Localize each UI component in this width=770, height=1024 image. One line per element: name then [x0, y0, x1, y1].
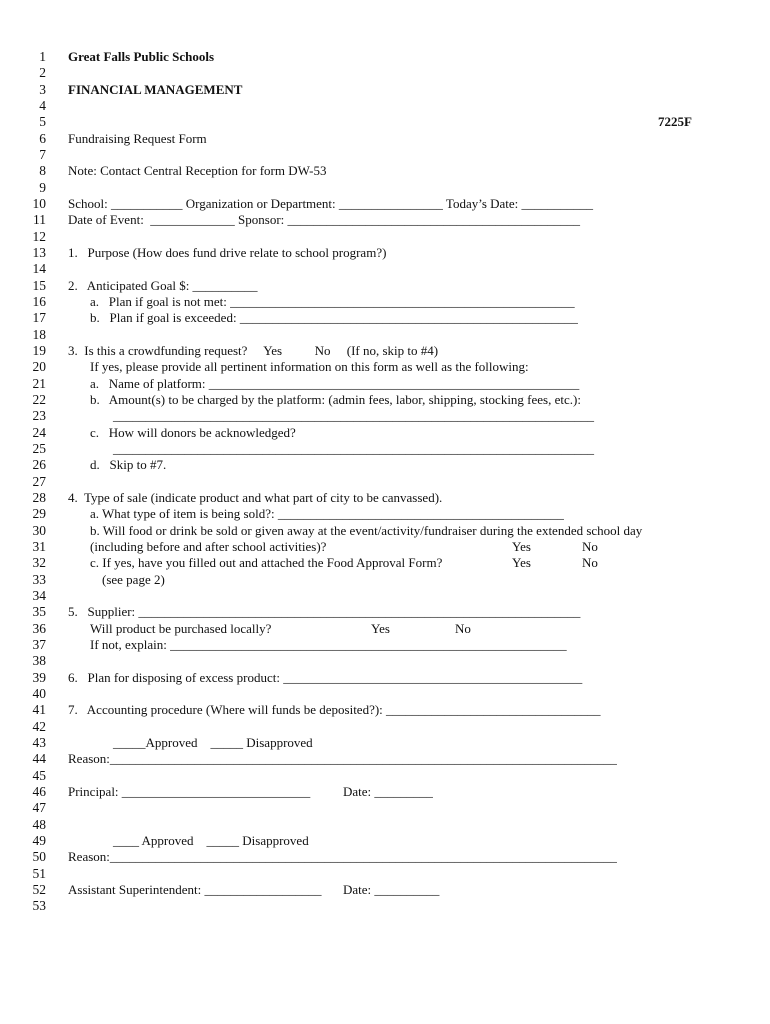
question-3c-donor-acknowledgement: c. How will donors be acknowledged? — [90, 424, 296, 440]
line-number: 53 — [32, 898, 46, 914]
form-line — [0, 441, 770, 457]
line-number: 3 — [39, 81, 46, 97]
line-number: 41 — [32, 702, 46, 718]
form-line — [0, 588, 770, 604]
form-line — [0, 898, 770, 914]
form-line — [0, 408, 770, 424]
form-line — [0, 49, 770, 65]
line-number: 46 — [32, 783, 46, 799]
line-number: 29 — [32, 506, 46, 522]
form-line — [0, 555, 770, 571]
form-line — [0, 343, 770, 359]
question-7-accounting: 7. Accounting procedure (Where will funds be deposited?): _________________________________ — [68, 702, 601, 718]
question-3d-skip: d. Skip to #7. — [90, 457, 167, 473]
line-number: 7 — [39, 146, 46, 162]
principal-date-line: Date: _________ — [343, 783, 433, 799]
form-line — [0, 261, 770, 277]
line-number: 50 — [32, 849, 46, 865]
line-number: 16 — [32, 293, 46, 309]
superintendent-reason-line: Reason:______________________________________________________________________________ — [68, 849, 617, 865]
form-line — [0, 686, 770, 702]
form-line — [0, 65, 770, 81]
line-number: 14 — [32, 261, 46, 277]
form-line — [0, 180, 770, 196]
line-number: 22 — [32, 391, 46, 407]
superintendent-date-line: Date: __________ — [343, 881, 440, 897]
line-number: 2 — [39, 65, 46, 81]
principal-signature-line: Principal: _____________________________ — [68, 783, 311, 799]
question-3a-platform-name: a. Name of platform: _________________________________________________________ — [90, 375, 580, 391]
question-3-crowdfunding: 3. Is this a crowdfunding request? Yes No (If no, skip to #4) — [68, 342, 439, 358]
line-number: 9 — [39, 179, 46, 195]
form-line — [0, 849, 770, 865]
question-2-goal: 2. Anticipated Goal $: __________ — [68, 277, 258, 293]
line-number: 1 — [39, 49, 46, 64]
line-number: 5 — [39, 114, 46, 130]
form-line — [0, 702, 770, 718]
line-number: 34 — [32, 587, 46, 603]
line-number: 32 — [32, 555, 46, 571]
event-sponsor-line: Date of Event: _____________ Sponsor: _____________________________________________ — [68, 212, 581, 228]
question-4b-no-option[interactable]: No — [582, 538, 598, 554]
question-5-explain-line: If not, explain: _____________________________________________________________ — [90, 636, 567, 652]
form-line — [0, 653, 770, 669]
form-line — [0, 163, 770, 179]
question-4c-yes-option[interactable]: Yes — [512, 555, 531, 571]
form-line — [0, 196, 770, 212]
form-line — [0, 327, 770, 343]
line-number: 27 — [32, 473, 46, 489]
question-5-purchased-locally: Will product be purchased locally? — [90, 620, 272, 636]
form-line — [0, 229, 770, 245]
line-number: 8 — [39, 163, 46, 179]
form-line — [0, 621, 770, 637]
line-number: 25 — [32, 440, 46, 456]
policy-code: 7225F — [658, 114, 692, 130]
form-line — [0, 376, 770, 392]
line-number: 48 — [32, 816, 46, 832]
line-number: 47 — [32, 800, 46, 816]
line-number: 36 — [32, 620, 46, 636]
question-2a-goal-not-met: a. Plan if goal is not met: _____________________________________________________ — [90, 293, 575, 309]
line-number: 17 — [32, 310, 46, 326]
line-number: 26 — [32, 457, 46, 473]
form-line — [0, 278, 770, 294]
line-number: 24 — [32, 424, 46, 440]
form-line — [0, 817, 770, 833]
line-number: 13 — [32, 244, 46, 260]
form-title: Fundraising Request Form — [68, 130, 207, 146]
form-line — [0, 751, 770, 767]
form-line — [0, 114, 770, 130]
superintendent-approval-choice[interactable]: ____ Approved _____ Disapproved — [113, 832, 309, 848]
form-line — [0, 768, 770, 784]
question-3c-answer-line: __________________________________________________________________________ — [113, 440, 594, 456]
question-4a-item-sold: a. What type of item is being sold?: ____________________________________________ — [90, 506, 564, 522]
note-text: Note: Contact Central Reception for form DW-53 — [68, 163, 327, 179]
principal-reason-line: Reason:______________________________________________________________________________ — [68, 751, 617, 767]
line-number: 38 — [32, 653, 46, 669]
question-4b-food-drink: b. Will food or drink be sold or given away at the event/activity/fundraiser during the extended school day — [90, 522, 643, 538]
line-number: 28 — [32, 489, 46, 505]
form-line — [0, 359, 770, 375]
line-number: 6 — [39, 130, 46, 146]
line-number: 15 — [32, 277, 46, 293]
line-number: 30 — [32, 522, 46, 538]
line-number: 21 — [32, 375, 46, 391]
line-number: 37 — [32, 636, 46, 652]
form-line — [0, 310, 770, 326]
form-line — [0, 539, 770, 555]
question-3-intro: If yes, please provide all pertinent information on this form as well as the following: — [90, 359, 529, 375]
line-number: 35 — [32, 604, 46, 620]
form-line — [0, 833, 770, 849]
line-number: 43 — [32, 734, 46, 750]
form-line — [0, 212, 770, 228]
question-4c-food-approval: c. If yes, have you filled out and attached the Food Approval Form? — [90, 555, 443, 571]
line-number: 23 — [32, 408, 46, 424]
form-line — [0, 425, 770, 441]
question-2b-goal-exceeded: b. Plan if goal is exceeded: ____________________________________________________ — [90, 310, 578, 326]
form-line — [0, 245, 770, 261]
line-number: 18 — [32, 326, 46, 342]
line-number: 4 — [39, 97, 46, 113]
form-line — [0, 882, 770, 898]
line-number: 33 — [32, 571, 46, 587]
form-line — [0, 474, 770, 490]
line-number: 40 — [32, 685, 46, 701]
line-number: 20 — [32, 359, 46, 375]
form-line — [0, 719, 770, 735]
line-number: 52 — [32, 881, 46, 897]
line-number: 44 — [32, 751, 46, 767]
line-number: 49 — [32, 832, 46, 848]
principal-approval-choice[interactable]: _____Approved _____ Disapproved — [113, 734, 313, 750]
form-line — [0, 457, 770, 473]
question-4c-see-page-2: (see page 2) — [102, 571, 165, 587]
line-number: 31 — [32, 538, 46, 554]
question-5-supplier: 5. Supplier: ____________________________________________________________________ — [68, 604, 581, 620]
form-line — [0, 604, 770, 620]
line-number: 10 — [32, 195, 46, 211]
line-number: 11 — [33, 212, 46, 228]
form-line — [0, 800, 770, 816]
form-line — [0, 147, 770, 163]
section-title: FINANCIAL MANAGEMENT — [68, 81, 243, 97]
question-4b-yes-option[interactable]: Yes — [512, 538, 531, 554]
superintendent-signature-line: Assistant Superintendent: __________________ — [68, 881, 322, 897]
form-line — [0, 392, 770, 408]
question-4-type-of-sale: 4. Type of sale (indicate product and what part of city to be canvassed). — [68, 489, 443, 505]
question-5-no-option[interactable]: No — [455, 620, 471, 636]
question-4b-continued: (including before and after school activities)? — [90, 538, 327, 554]
question-4c-no-option[interactable]: No — [582, 555, 598, 571]
form-line — [0, 735, 770, 751]
line-number: 42 — [32, 718, 46, 734]
question-5-yes-option[interactable]: Yes — [371, 620, 390, 636]
question-3b-platform-fees: b. Amount(s) to be charged by the platform: (admin fees, labor, shipping, stocking fees, etc.): — [90, 391, 581, 407]
school-org-date-line: School: ___________ Organization or Department: ________________ Today’s Date: ___________ — [68, 195, 594, 211]
question-1-purpose: 1. Purpose (How does fund drive relate to school program?) — [68, 244, 387, 260]
form-line — [0, 784, 770, 800]
form-line — [0, 670, 770, 686]
line-number: 51 — [32, 865, 46, 881]
form-line — [0, 637, 770, 653]
line-number: 45 — [32, 767, 46, 783]
district-name: Great Falls Public Schools — [68, 49, 215, 64]
form-line — [0, 490, 770, 506]
line-number: 39 — [32, 669, 46, 685]
form-line — [0, 294, 770, 310]
form-line — [0, 572, 770, 588]
form-line — [0, 82, 770, 98]
form-line — [0, 98, 770, 114]
form-line — [0, 866, 770, 882]
form-line — [0, 506, 770, 522]
question-3b-answer-line: __________________________________________________________________________ — [113, 408, 594, 424]
question-6-excess-product: 6. Plan for disposing of excess product: ______________________________________________ — [68, 669, 583, 685]
form-line — [0, 523, 770, 539]
line-number: 19 — [32, 342, 46, 358]
line-number: 12 — [32, 228, 46, 244]
form-line — [0, 131, 770, 147]
